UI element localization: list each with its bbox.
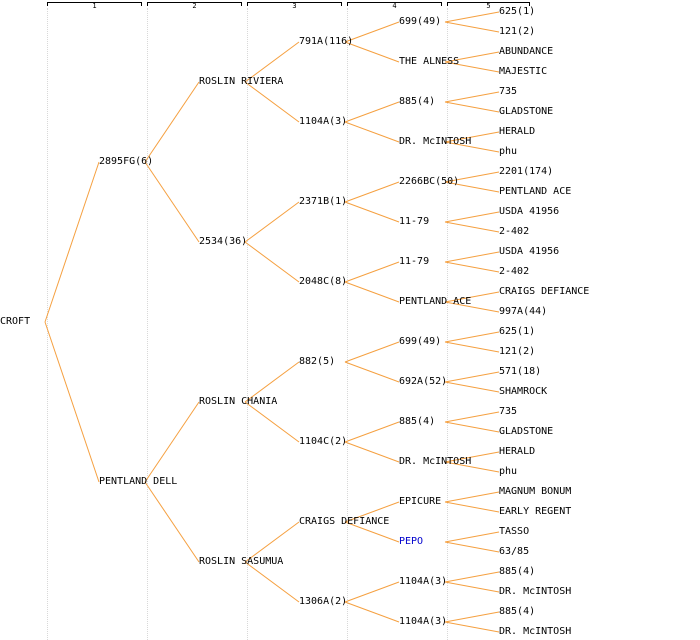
pedigree-node: phu — [499, 466, 518, 477]
pedigree-edge — [345, 202, 399, 222]
pedigree-node: 2201(174) — [499, 166, 554, 177]
pedigree-edge — [345, 282, 399, 302]
pedigree-node: PENTLAND ACE — [399, 296, 472, 307]
pedigree-node: MAGNUM BONUM — [499, 486, 572, 497]
pedigree-node: ROSLIN CHANIA — [199, 396, 278, 407]
pedigree-edge — [445, 412, 499, 422]
generation-number: 2 — [192, 2, 197, 10]
pedigree-edge — [445, 92, 499, 102]
generation-number: 4 — [392, 2, 397, 10]
pedigree-node: CRAIGS DEFIANCE — [299, 516, 390, 527]
pedigree-edge — [445, 262, 499, 272]
pedigree-node: MAJESTIC — [499, 66, 548, 77]
pedigree-edge — [445, 222, 499, 232]
pedigree-node: DR. McINTOSH — [499, 626, 572, 637]
pedigree-node: DR. McINTOSH — [499, 586, 572, 597]
pedigree-edge — [145, 402, 199, 482]
pedigree-node: 2-402 — [499, 226, 530, 237]
pedigree-node: 1104A(3) — [399, 616, 448, 627]
pedigree-node: 885(4) — [399, 416, 436, 427]
pedigree-edge — [345, 422, 399, 442]
generation-number: 3 — [292, 2, 297, 10]
pedigree-edge — [445, 372, 499, 382]
pedigree-node: USDA 41956 — [499, 206, 560, 217]
pedigree-edge — [245, 242, 299, 282]
pedigree-edge — [245, 562, 299, 602]
pedigree-node: 791A(116) — [299, 36, 354, 47]
pedigree-node: 699(49) — [399, 16, 442, 27]
pedigree-edge — [345, 182, 399, 202]
pedigree-edge — [345, 102, 399, 122]
pedigree-edge — [445, 382, 499, 392]
pedigree-edge — [445, 492, 499, 502]
pedigree-node: 11-79 — [399, 256, 430, 267]
pedigree-node: 735 — [499, 406, 518, 417]
pedigree-edge — [445, 12, 499, 22]
pedigree-node: EPICURE — [399, 496, 442, 507]
pedigree-node: 11-79 — [399, 216, 430, 227]
pedigree-node: 1306A(2) — [299, 596, 348, 607]
pedigree-node: DR. McINTOSH — [399, 456, 472, 467]
pedigree-edge — [45, 322, 99, 482]
pedigree-node: 882(5) — [299, 356, 336, 367]
pedigree-edge — [345, 362, 399, 382]
pedigree-node: EARLY REGENT — [499, 506, 572, 517]
pedigree-edge — [345, 442, 399, 462]
pedigree-edge — [445, 212, 499, 222]
pedigree-edge — [245, 82, 299, 122]
pedigree-edge — [145, 482, 199, 562]
pedigree-node: DR. McINTOSH — [399, 136, 472, 147]
pedigree-node: 1104C(2) — [299, 436, 348, 447]
pedigree-edge — [445, 532, 499, 542]
pedigree-node-link[interactable]: PEPO — [399, 536, 424, 547]
pedigree-node: GLADSTONE — [499, 106, 554, 117]
pedigree-node: 885(4) — [499, 606, 536, 617]
pedigree-edge — [445, 422, 499, 432]
pedigree-node: 2534(36) — [199, 236, 248, 247]
pedigree-node: 625(1) — [499, 6, 536, 17]
pedigree-edge — [445, 102, 499, 112]
pedigree-edge — [445, 342, 499, 352]
pedigree-node: 2895FG(6) — [99, 156, 154, 167]
pedigree-node: 2048C(8) — [299, 276, 348, 287]
pedigree-node: 885(4) — [499, 566, 536, 577]
pedigree-node: THE ALNESS — [399, 56, 460, 67]
pedigree-edge — [345, 262, 399, 282]
pedigree-node: HERALD — [499, 126, 536, 137]
pedigree-node: 997A(44) — [499, 306, 548, 317]
pedigree-node: CROFT — [0, 316, 31, 327]
pedigree-node: 2266BC(50) — [399, 176, 460, 187]
pedigree-node: TASSO — [499, 526, 530, 537]
pedigree-node: CRAIGS DEFIANCE — [499, 286, 590, 297]
pedigree-node: 699(49) — [399, 336, 442, 347]
pedigree-node: 63/85 — [499, 546, 530, 557]
pedigree-node: 2371B(1) — [299, 196, 348, 207]
pedigree-edge — [445, 582, 499, 592]
pedigree-node: 1104A(3) — [299, 116, 348, 127]
pedigree-node: phu — [499, 146, 518, 157]
pedigree-edge — [345, 342, 399, 362]
pedigree-edge — [445, 22, 499, 32]
pedigree-node: 2-402 — [499, 266, 530, 277]
pedigree-node: 692A(52) — [399, 376, 448, 387]
pedigree-node: GLADSTONE — [499, 426, 554, 437]
pedigree-node: 571(18) — [499, 366, 542, 377]
pedigree-node: ABUNDANCE — [499, 46, 554, 57]
generation-number: 1 — [92, 2, 97, 10]
pedigree-edge — [445, 502, 499, 512]
pedigree-node: PENTLAND ACE — [499, 186, 572, 197]
pedigree-edge — [45, 162, 99, 322]
pedigree-edge — [445, 332, 499, 342]
pedigree-node: HERALD — [499, 446, 536, 457]
pedigree-edge — [445, 622, 499, 632]
pedigree-edge — [245, 402, 299, 442]
pedigree-edge — [445, 252, 499, 262]
pedigree-edge — [445, 572, 499, 582]
generation-number: 5 — [486, 2, 491, 10]
pedigree-edge — [445, 612, 499, 622]
pedigree-node: 121(2) — [499, 346, 536, 357]
pedigree-node: USDA 41956 — [499, 246, 560, 257]
pedigree-node: 121(2) — [499, 26, 536, 37]
pedigree-edge — [445, 542, 499, 552]
pedigree-node: 885(4) — [399, 96, 436, 107]
pedigree-node: 1104A(3) — [399, 576, 448, 587]
pedigree-node: PENTLAND DELL — [99, 476, 178, 487]
pedigree-node: ROSLIN SASUMUA — [199, 556, 284, 567]
pedigree-edge — [145, 162, 199, 242]
pedigree-node: SHAMROCK — [499, 386, 548, 397]
pedigree-node: 625(1) — [499, 326, 536, 337]
pedigree-edge — [145, 82, 199, 162]
pedigree-edge — [345, 602, 399, 622]
pedigree-edge — [345, 582, 399, 602]
pedigree-edge — [245, 202, 299, 242]
pedigree-node: ROSLIN RIVIERA — [199, 76, 284, 87]
pedigree-edge — [345, 122, 399, 142]
pedigree-node: 735 — [499, 86, 518, 97]
